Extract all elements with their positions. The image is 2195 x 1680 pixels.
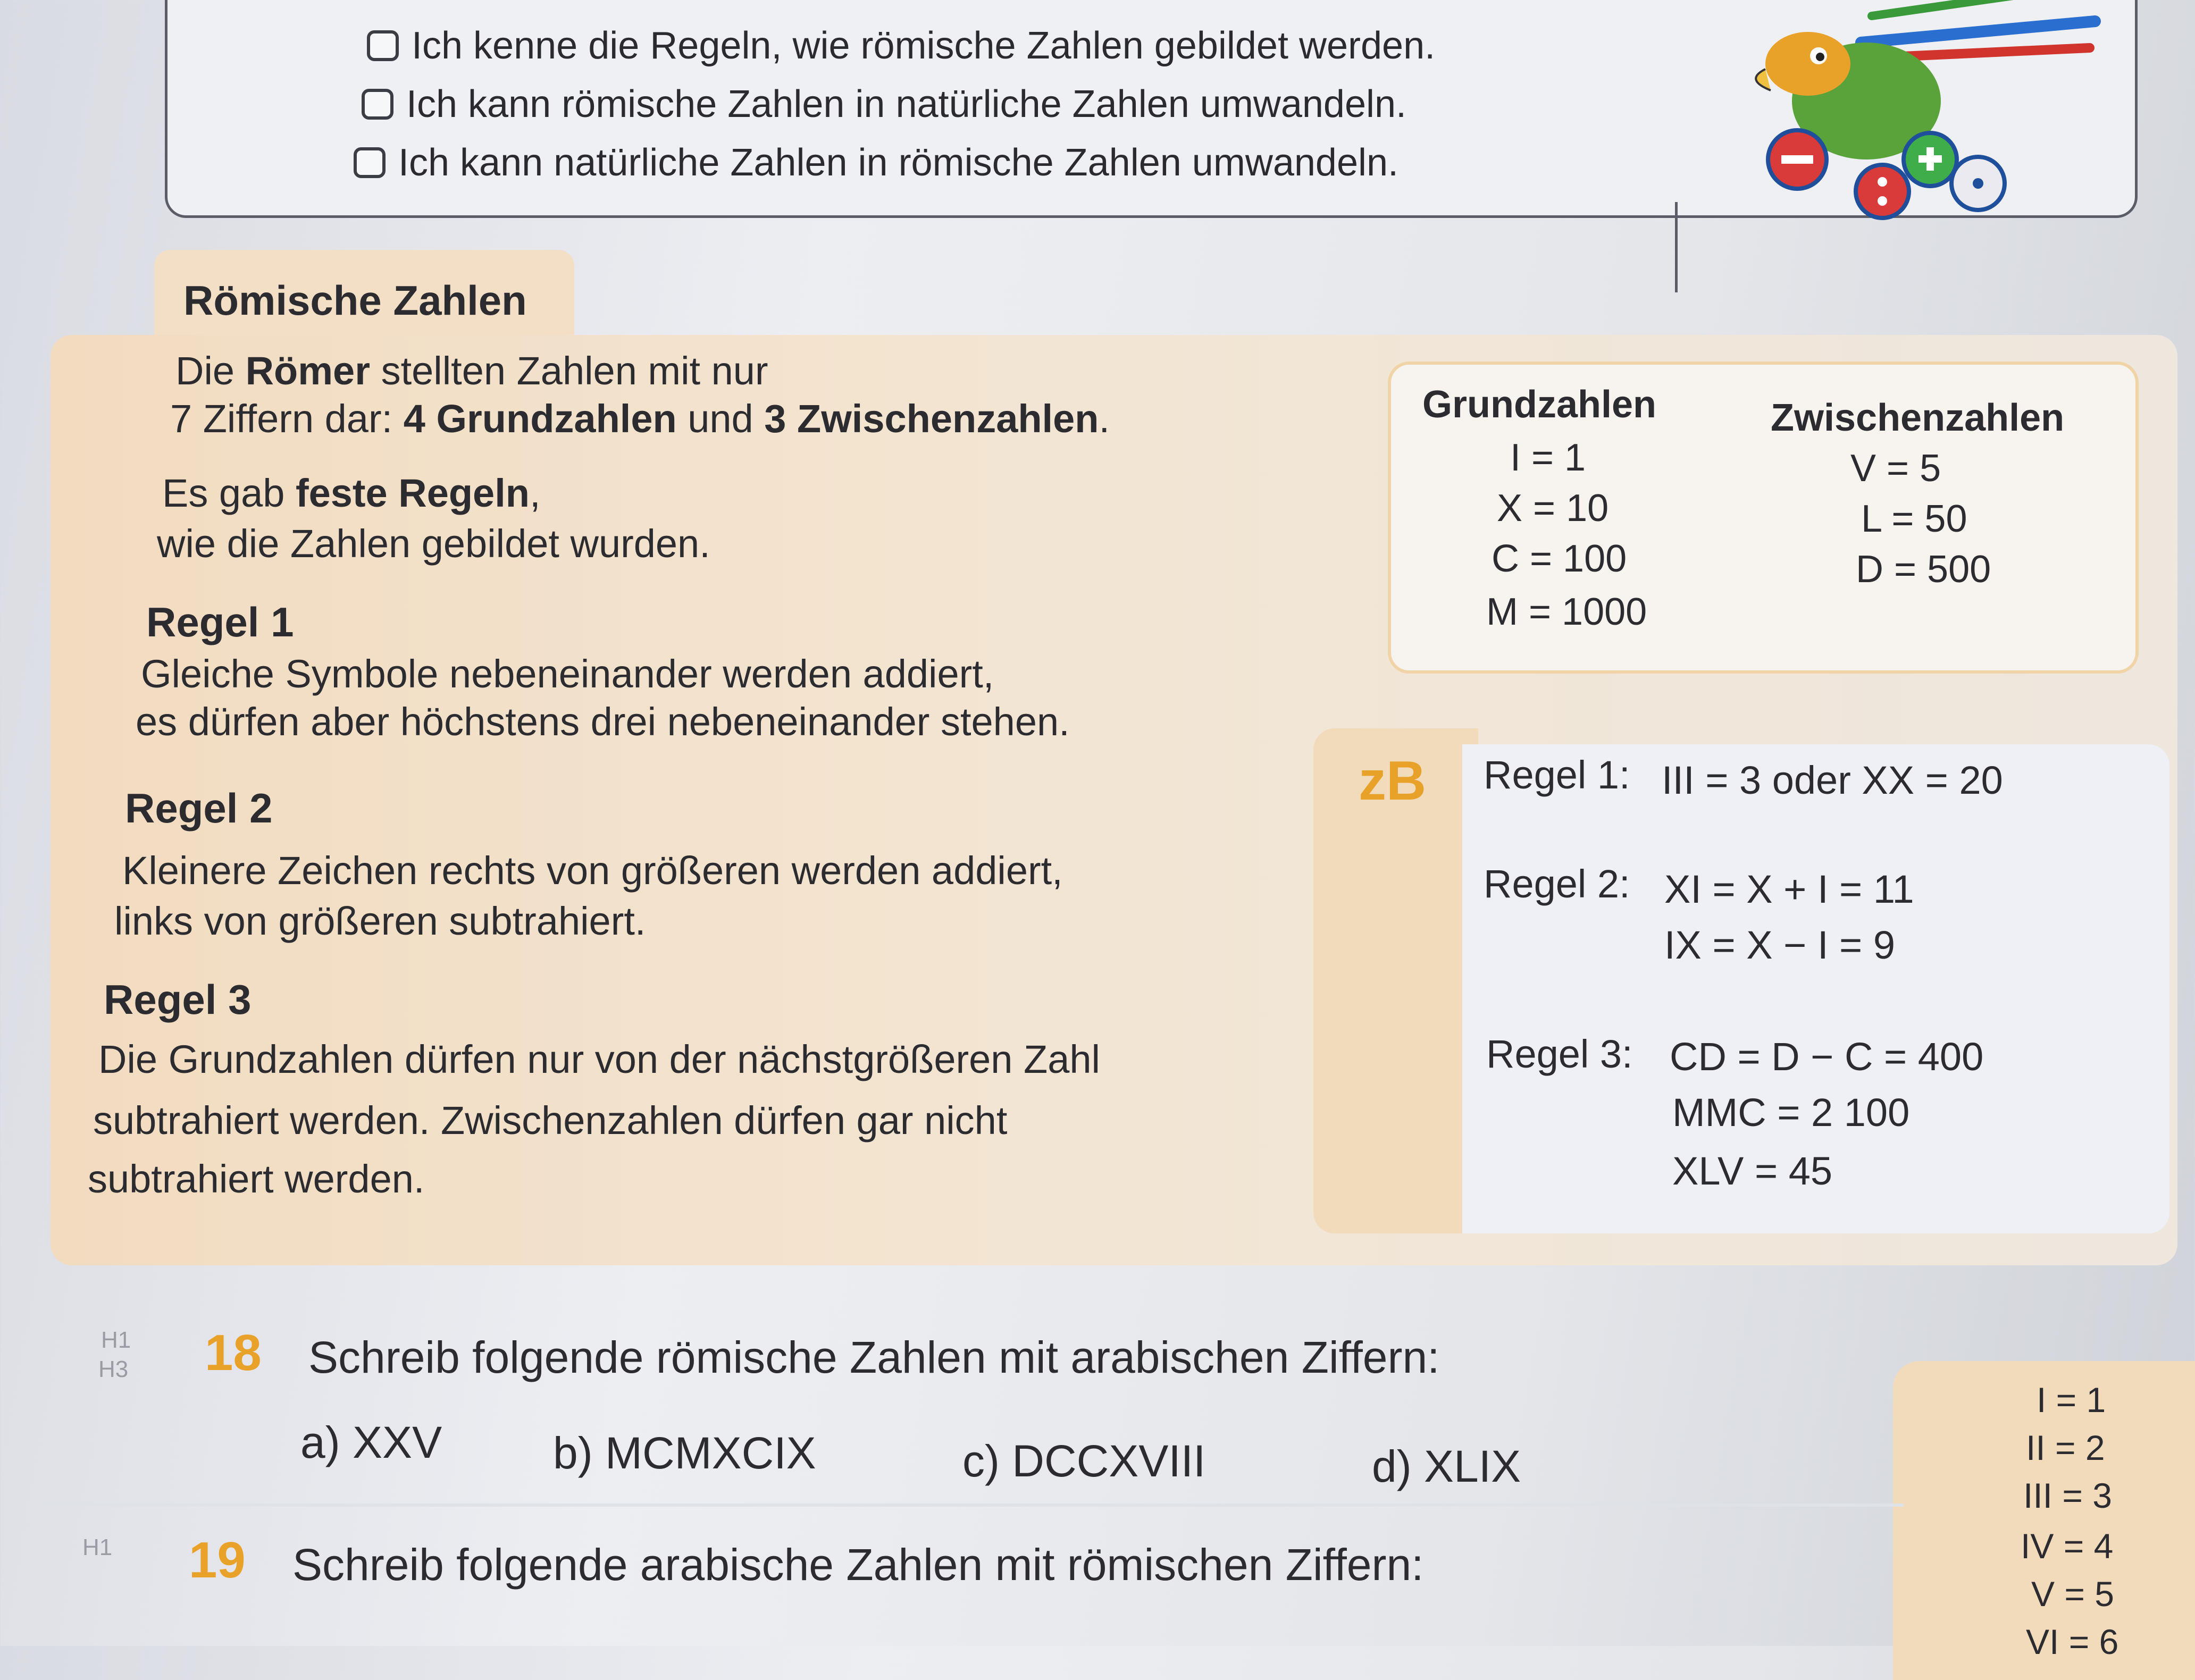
rule-1-text: es dürfen aber höchstens drei nebeneinander stehen. [136,700,1070,744]
checklist-label: Ich kann natürliche Zahlen in römische Zahlen umwandeln. [398,141,1399,184]
level-tag: H1 [101,1327,131,1353]
intermediate-number: L = 50 [1861,498,1967,540]
section-title: Römische Zahlen [183,277,527,324]
examples-label: zB [1359,750,1427,812]
exercise-item: d) XLIX [1372,1441,1521,1491]
checklist-item[interactable] [362,82,1406,126]
example-rule-3: MMC = 2 100 [1672,1090,1910,1135]
example-rule-2: XI = X + I = 11 [1664,867,1914,911]
reference-item: IV = 4 [2021,1526,2114,1566]
reference-item: III = 3 [2023,1476,2112,1515]
checklist-item[interactable] [367,24,1435,68]
basic-number: M = 1000 [1486,591,1647,633]
divider [43,1503,1904,1507]
rule-1-title: Regel 1 [146,599,294,645]
exercise-instruction: Schreib folgende arabische Zahlen mit römischen Ziffern: [292,1540,1424,1590]
example-rule-3: CD = D − C = 400 [1670,1035,1984,1079]
intermediate-number: D = 500 [1856,548,1991,591]
fixed-rules-line-1: Es gab feste Regeln, [162,471,541,515]
basic-number: X = 10 [1497,487,1609,530]
example-rule-3: XLV = 45 [1672,1149,1833,1193]
exercise-number: 18 [205,1324,262,1381]
reference-item: V = 5 [2031,1574,2114,1614]
header-basic-numbers: Grundzahlen [1422,383,1657,426]
rule-3-text: subtrahiert werden. Zwischenzahlen dürfen gar nicht [93,1098,1008,1143]
checkbox[interactable] [367,30,399,61]
checkbox[interactable] [354,147,386,178]
exercise-instruction: Schreib folgende römische Zahlen mit arabischen Ziffern: [308,1332,1440,1382]
intro-line-1: Die Römer stellten Zahlen mit nur [175,349,768,393]
example-rule-1: III = 3 oder XX = 20 [1662,758,2003,802]
intermediate-number: V = 5 [1850,447,1941,490]
basic-number: C = 100 [1492,537,1627,580]
reference-item: II = 2 [2026,1428,2105,1467]
exercise-item: b) MCMXCIX [553,1428,816,1478]
exercise-item: a) XXV [300,1417,442,1467]
rule-2-text: links von größeren subtrahiert. [114,899,646,943]
exercise-item: c) DCCXVIII [962,1436,1206,1486]
basic-number: I = 1 [1510,436,1586,479]
checkbox[interactable] [362,89,393,120]
parrot-mascot-icon [1723,0,2111,223]
example-rule-3-label: Regel 3: [1486,1032,1633,1076]
level-tag: H3 [98,1356,129,1382]
checklist-label: Ich kann römische Zahlen in natürliche Zahlen umwandeln. [406,83,1407,125]
rule-2-title: Regel 2 [125,785,273,831]
rule-2-text: Kleinere Zeichen rechts von größeren werden addiert, [122,849,1063,893]
rule-3-title: Regel 3 [104,976,252,1023]
reference-item: VI = 6 [2026,1622,2119,1661]
reference-item: I = 1 [2037,1380,2106,1419]
rule-1-text: Gleiche Symbole nebeneinander werden addiert, [141,652,994,696]
level-tag: H1 [82,1534,113,1560]
rule-3-text: Die Grundzahlen dürfen nur von der nächstgrößeren Zahl [98,1037,1100,1081]
example-rule-2: IX = X − I = 9 [1664,923,1895,967]
example-rule-2-label: Regel 2: [1484,862,1630,906]
exercise-number: 19 [189,1532,246,1589]
example-rule-1-label: Regel 1: [1484,753,1630,797]
fixed-rules-line-2: wie die Zahlen gebildet wurden. [157,522,710,566]
intro-line-2: 7 Ziffern dar: 4 Grundzahlen und 3 Zwischenzahlen. [170,397,1110,441]
checklist-item[interactable] [354,141,1398,184]
checklist-label: Ich kenne die Regeln, wie römische Zahlen gebildet werden. [412,24,1436,67]
rule-3-text: subtrahiert werden. [88,1157,425,1201]
header-intermediate-numbers: Zwischenzahlen [1771,397,2065,439]
